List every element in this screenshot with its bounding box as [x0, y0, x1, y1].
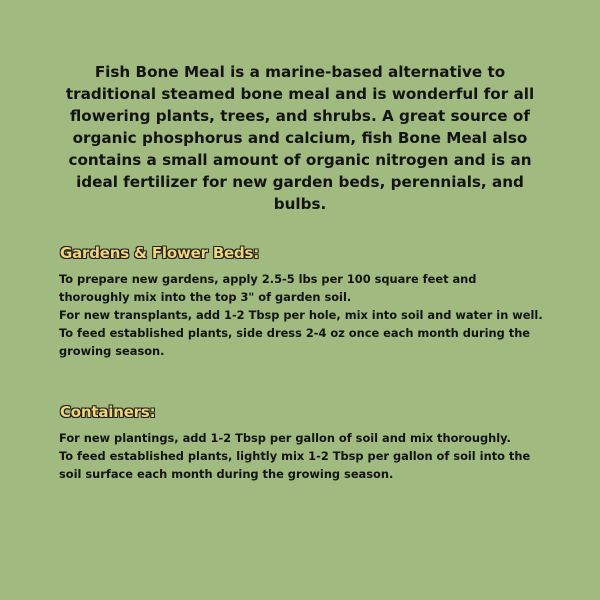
section-heading: Containers:: [60, 403, 156, 421]
instruction-paragraph: To feed established plants, lightly mix 1-2 Tbsp per gallon of soil into the soil surface each month during the growing season.: [59, 449, 531, 481]
instruction-paragraph: For new plantings, add 1-2 Tbsp per gallon of soil and mix thoroughly.: [59, 431, 511, 445]
section-heading: Gardens & Flower Beds:: [60, 244, 260, 262]
instruction-paragraph: To prepare new gardens, apply 2.5-5 lbs per 100 square feet and thoroughly mix into the top 3" of garden soil.: [59, 272, 477, 304]
instruction-paragraph: For new transplants, add 1-2 Tbsp per hole, mix into soil and water in well.: [59, 308, 543, 322]
instruction-paragraph: To feed established plants, side dress 2-4 oz once each month during the growing season.: [59, 326, 531, 358]
section-gardens-flower-beds: [59, 244, 549, 360]
intro-paragraph: Fish Bone Meal is a marine-based alternative to traditional steamed bone meal and is wonderful for all flowering plants, trees, and shrubs. A great source of organic phosphorus and calcium, fish Bone Meal also contains a small amount of organic nitrogen and is an ideal fertilizer for new garden beds, perennials, and bulbs.: [65, 63, 535, 213]
section-containers: [59, 403, 549, 483]
